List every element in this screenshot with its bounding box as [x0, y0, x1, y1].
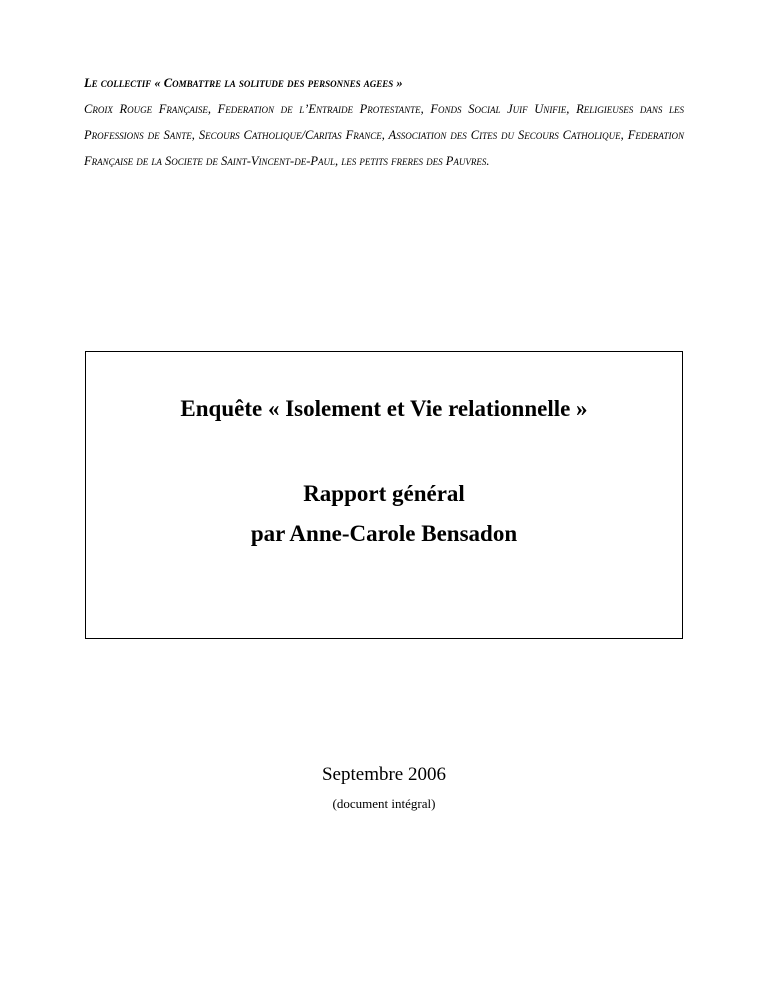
- title-box: [85, 351, 683, 639]
- collective-header: [84, 70, 684, 174]
- collective-name: Le collectif « Combattre la solitude des personnes agees »: [84, 76, 403, 90]
- collective-members: Croix Rouge Française, Federation de l’Entraide Protestante, Fonds Social Juif Unifie, Religieuses dans les Professions de Sante, Secours Catholique/Caritas France, Association des Cites du Secours Catholique, Federation Française de la Societe de Saint-Vincent-de-Paul, les petits freres des Pauvres.: [84, 102, 684, 168]
- document-note: (document intégral): [332, 796, 436, 811]
- report-title: Rapport général: [303, 481, 465, 506]
- report-author: par Anne-Carole Bensadon: [250, 521, 518, 546]
- publication-date: Septembre 2006: [321, 764, 446, 785]
- survey-title: Enquête « Isolement et Vie relationnelle »: [180, 396, 588, 421]
